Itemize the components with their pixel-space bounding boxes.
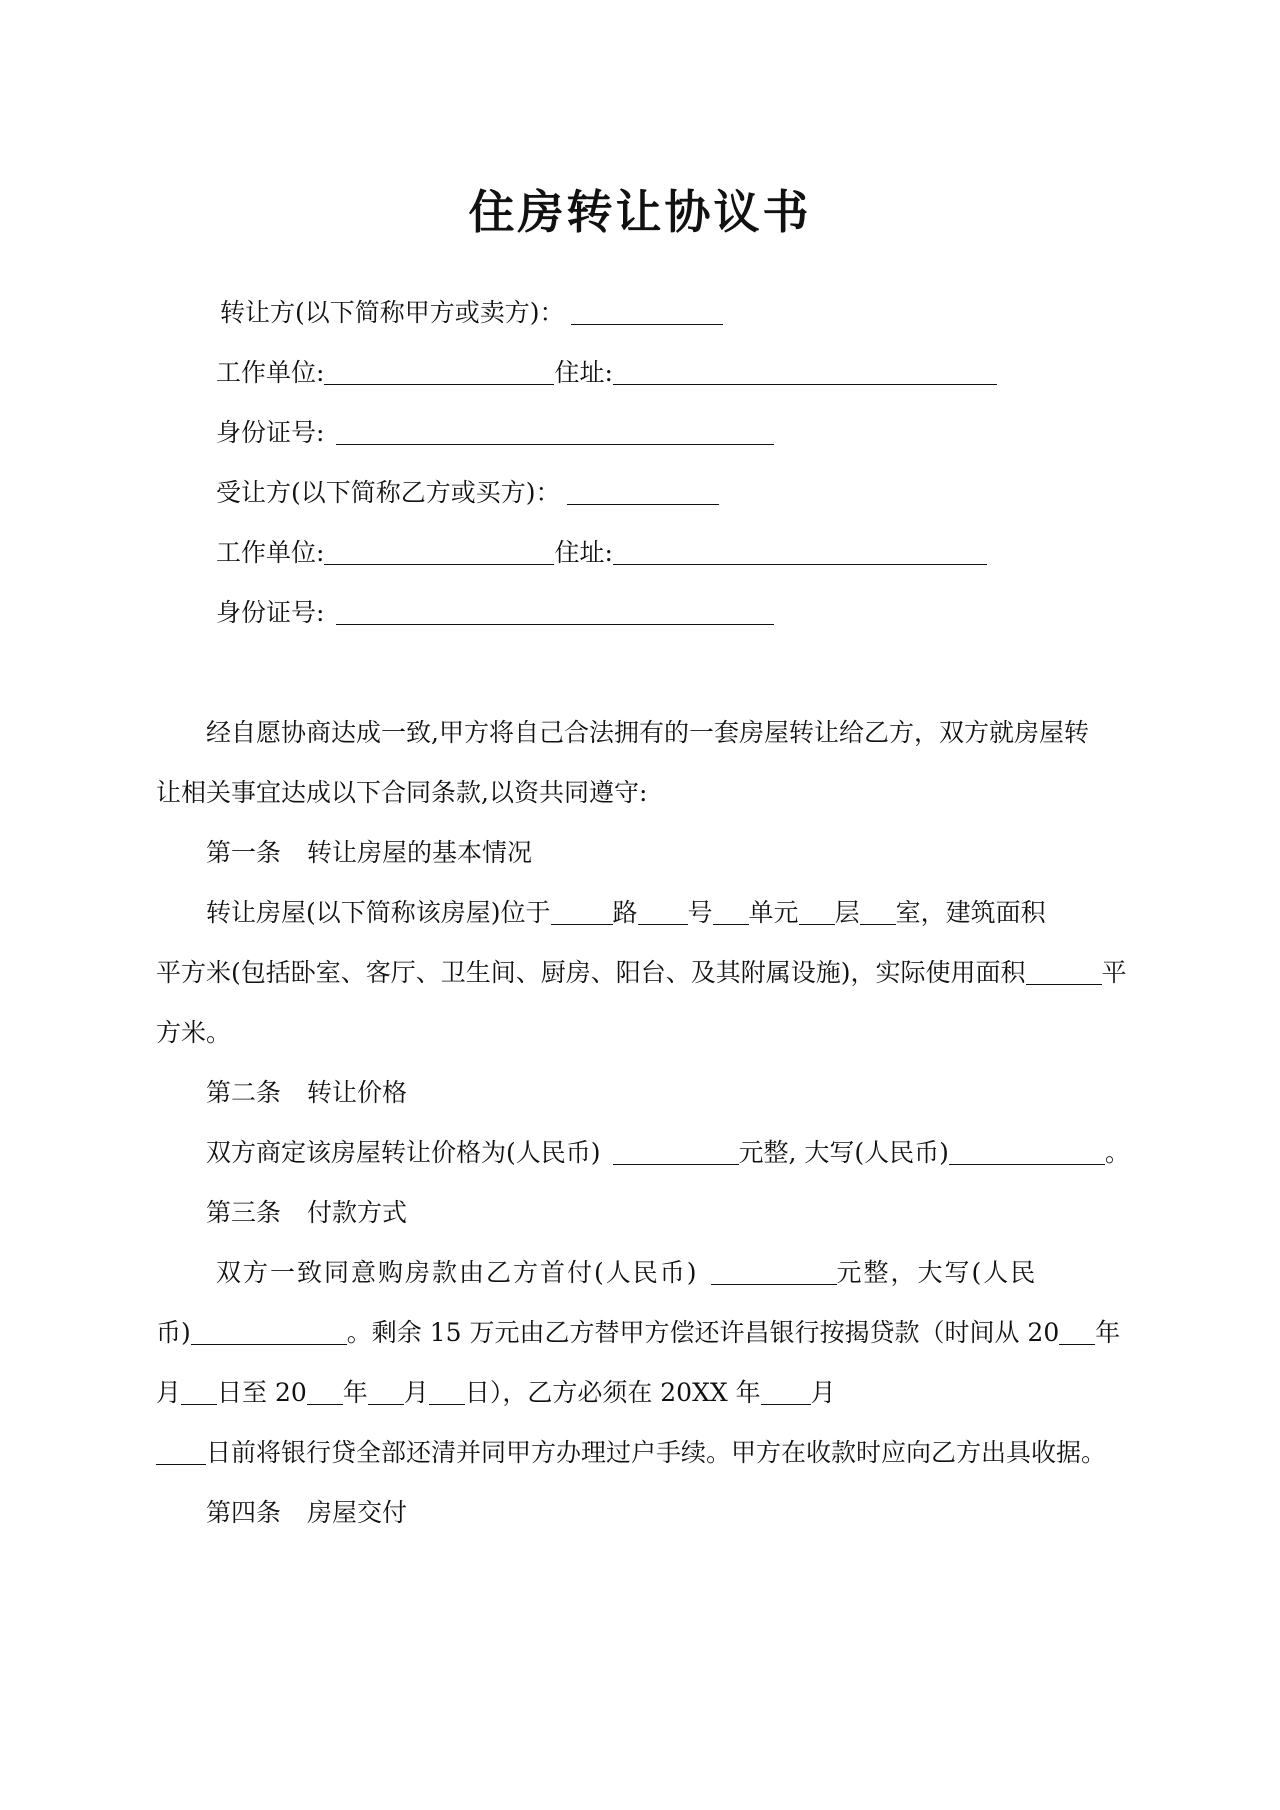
price-end-mark: 。 (1104, 1138, 1130, 1167)
party-b-work-blank (324, 538, 554, 565)
party-b-line (216, 476, 719, 510)
article-3-paragraph-line-3 (156, 1376, 836, 1410)
loan-end-text: 日至 20 (217, 1378, 307, 1407)
usable-area-unit-start: 平 (1101, 958, 1127, 987)
road-label: 路 (612, 898, 638, 927)
article-4-title: 房屋交付 (307, 1498, 408, 1527)
party-a-address-label: 住址: (554, 358, 613, 387)
loan-end-year-label: 年 (342, 1378, 368, 1407)
article-1-paragraph-line-2 (156, 956, 1127, 990)
party-a-address-blank (613, 358, 997, 385)
article-4-heading (206, 1496, 407, 1530)
usable-area-blank (1026, 958, 1102, 985)
loan-start-year-label: 年 (1095, 1318, 1121, 1347)
party-a-line (220, 296, 723, 330)
party-b-address-blank (613, 538, 987, 565)
article-2-heading (206, 1076, 407, 1110)
unit-label: 单元 (748, 898, 799, 927)
room-area-label: 室，建筑面积 (895, 898, 1046, 927)
down-payment-uppercase-blank (191, 1318, 347, 1345)
down-payment-uppercase-label: 元整，大写(人民 (836, 1258, 1038, 1287)
party-b-work-label: 工作单位: (216, 538, 325, 567)
loan-end-day-blank (429, 1378, 465, 1405)
deadline-text: 日），乙方必须在 20XX 年 (464, 1378, 761, 1407)
loan-repayment-text: 。剩余 15 万元由乙方替甲方偿还许昌银行按揭贷款（时间从 20 (346, 1318, 1060, 1347)
loan-end-year-blank (307, 1378, 343, 1405)
party-a-name-blank (571, 298, 723, 325)
loan-start-year-blank (1059, 1318, 1095, 1345)
party-b-label: 受让方(以下简称乙方或买方)： (216, 478, 561, 507)
currency-close-text: 币) (156, 1318, 191, 1347)
number-label: 号 (687, 898, 713, 927)
party-a-work-label: 工作单位: (216, 358, 325, 387)
deadline-month-label: 月 (810, 1378, 836, 1407)
party-a-id-line (216, 416, 774, 450)
party-b-id-label: 身份证号: (216, 598, 325, 627)
down-payment-text: 双方一致同意购房款由乙方首付(人民币) (216, 1258, 699, 1287)
article-1-location-text: 转让房屋(以下简称该房屋)位于 (206, 898, 551, 927)
price-uppercase-label: 元整, 大写(人民币) (738, 1138, 949, 1167)
document-title: 住房转让协议书 (468, 185, 812, 239)
loan-start-day-blank (181, 1378, 217, 1405)
article-2-title: 转让价格 (307, 1078, 408, 1107)
article-3-paragraph-line-4 (156, 1436, 1106, 1470)
party-b-id-line (216, 596, 774, 630)
article-1-area-text: 平方米(包括卧室、客厅、卫生间、厨房、阳台、及其附属设施)，实际使用面积 (156, 958, 1026, 987)
road-blank (551, 898, 613, 925)
party-a-work-blank (324, 358, 554, 385)
unit-blank (713, 898, 749, 925)
article-4-number: 第四条 (206, 1498, 282, 1527)
room-blank (860, 898, 896, 925)
down-payment-blank (711, 1258, 837, 1285)
article-3-paragraph-line-2 (156, 1316, 1120, 1350)
article-1-title: 转让房屋的基本情况 (307, 838, 533, 867)
intro-line-1: 经自愿协商达成一致,甲方将自己合法拥有的一套房屋转让给乙方，双方就房屋转 (206, 718, 1089, 747)
party-a-work-line (216, 356, 997, 390)
number-blank (638, 898, 688, 925)
party-a-id-blank (336, 418, 774, 445)
transfer-procedure-text: 日前将银行贷全部还清并同甲方办理过户手续。甲方在收款时应向乙方出具收据。 (206, 1438, 1107, 1467)
party-b-work-line (216, 536, 987, 570)
article-1-heading (206, 836, 532, 870)
price-uppercase-blank (949, 1138, 1105, 1165)
article-3-title: 付款方式 (307, 1198, 408, 1227)
loan-start-month-label: 月 (156, 1378, 182, 1407)
article-1-paragraph-line-1 (206, 896, 1046, 930)
price-number-blank (613, 1138, 739, 1165)
article-1-number: 第一条 (206, 838, 282, 867)
party-b-name-blank (567, 478, 719, 505)
party-a-label: 转让方(以下简称甲方或卖方)： (220, 298, 565, 327)
price-text: 双方商定该房屋转让价格为(人民币) (206, 1138, 601, 1167)
article-3-heading (206, 1196, 407, 1230)
loan-end-month-blank (368, 1378, 404, 1405)
floor-label: 层 (834, 898, 860, 927)
intro-line-2: 让相关事宜达成以下合同条款,以资共同遵守: (156, 778, 648, 807)
party-b-id-blank (336, 598, 774, 625)
article-3-paragraph-line-1 (216, 1256, 1037, 1290)
deadline-day-blank (156, 1438, 206, 1465)
deadline-month-blank (761, 1378, 811, 1405)
article-2-number: 第二条 (206, 1078, 282, 1107)
party-b-address-label: 住址: (554, 538, 613, 567)
loan-end-month-label: 月 (403, 1378, 429, 1407)
article-3-number: 第三条 (206, 1198, 282, 1227)
article-1-paragraph-line-3: 方米。 (156, 1018, 232, 1047)
party-a-id-label: 身份证号: (216, 418, 325, 447)
floor-blank (799, 898, 835, 925)
article-2-paragraph (206, 1136, 1130, 1170)
